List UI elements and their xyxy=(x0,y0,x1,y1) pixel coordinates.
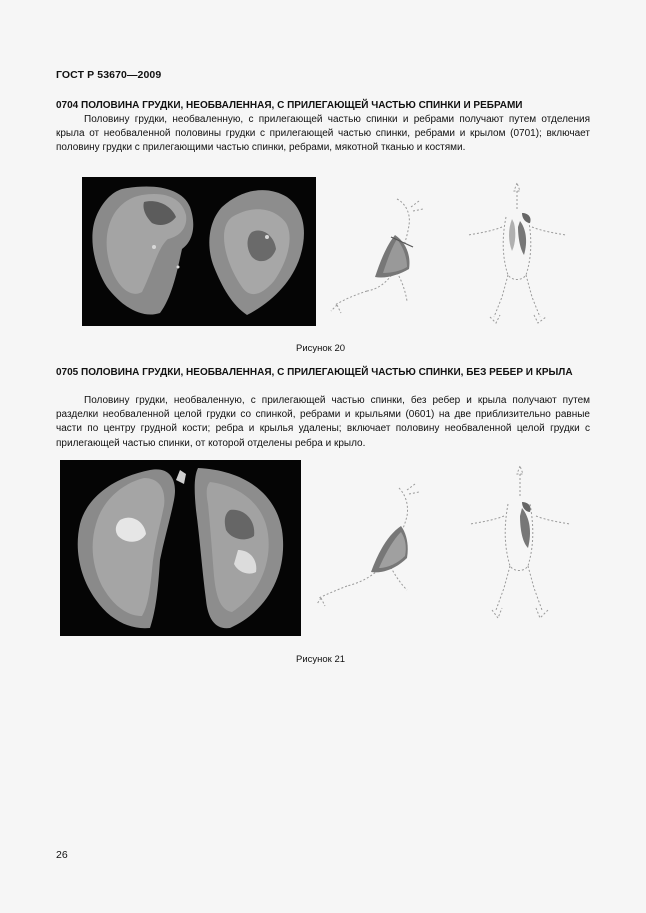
section-title-0704: 0704 ПОЛОВИНА ГРУДКИ, НЕОБВАЛЕННАЯ, С ПРИЛЕГАЮЩЕЙ ЧАСТЬЮ СПИНКИ И РЕБРАМИ xyxy=(56,100,523,111)
figure-21-caption: Рисунок 21 xyxy=(296,654,346,665)
page-number: 26 xyxy=(56,849,68,861)
section-body-0704: Половину грудки, необваленную, с прилегающей частью спинки и ребрами получают путем отделения крыла от необваленной половины грудки с прилегающей частью спинки, ребрами и крылом (0701); включает половину грудки с прилегающими частью спинки, ребрами, мякотной тканью и костями. xyxy=(56,114,590,154)
section-body-0705: Половину грудки, необваленную, с прилегающей частью спинки, без ребер и крыла получают путем разделки необваленной целой грудки со спинкой, ребрами и крыльями (0601) на две приблизительно равные части по центру грудной кости; ребра и крылья удалены; включает половину необваленной целой грудки с прилегающей частью спинки, от которой отделены ребра и крыло. xyxy=(56,395,590,449)
figure-21-front-diagram xyxy=(462,462,577,620)
section-title-0705: 0705 ПОЛОВИНА ГРУДКИ, НЕОБВАЛЕННАЯ, С ПРИЛЕГАЮЩЕЙ ЧАСТЬЮ СПИНКИ, БЕЗ РЕБЕР И КРЫЛА xyxy=(56,367,573,378)
figure-21-side-diagram xyxy=(315,480,431,610)
figure-20-caption: Рисунок 20 xyxy=(296,343,346,354)
figure-21-photo xyxy=(60,460,301,636)
figure-20-photo xyxy=(82,177,316,326)
figure-20-front-diagram xyxy=(462,177,572,327)
standard-header: ГОСТ Р 53670—2009 xyxy=(56,69,162,81)
figure-20-side-diagram xyxy=(325,177,435,327)
